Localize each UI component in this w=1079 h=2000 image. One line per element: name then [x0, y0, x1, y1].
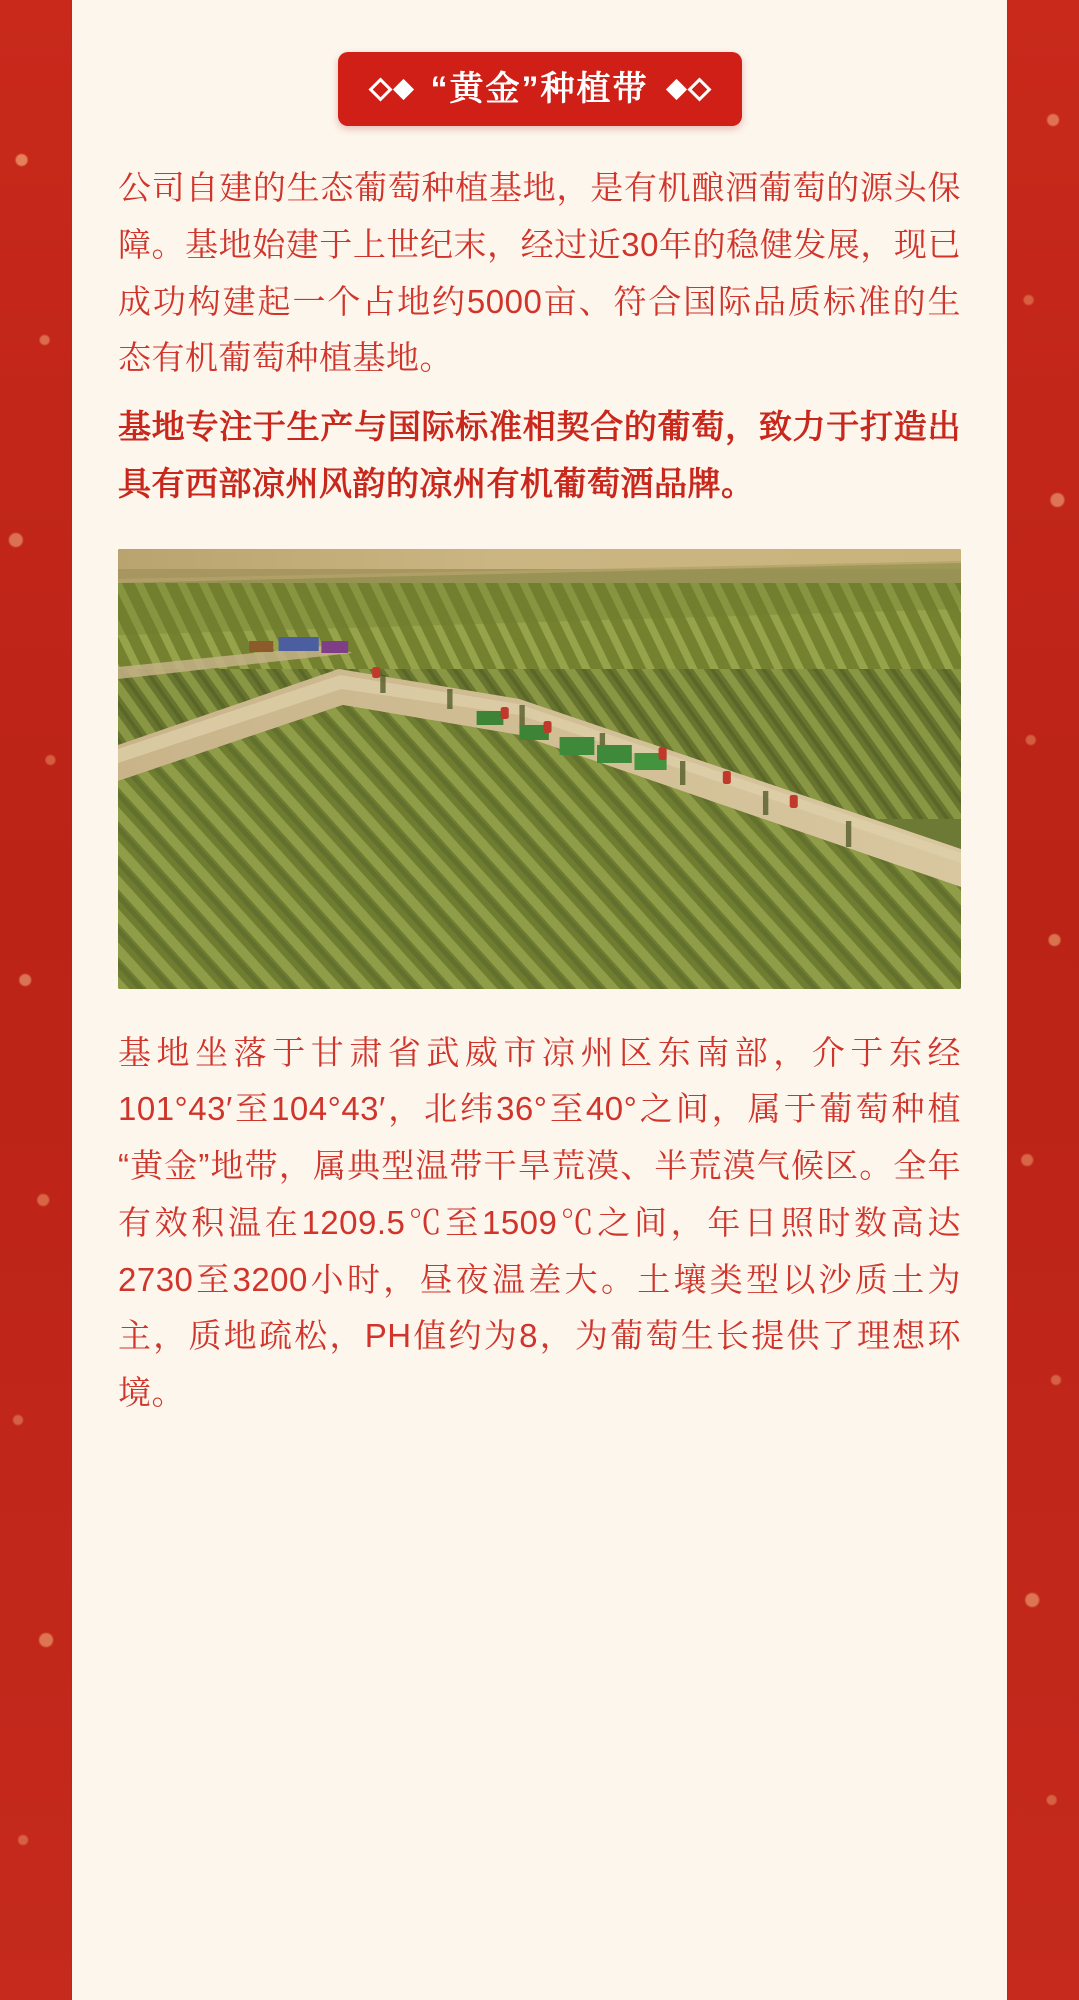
diamond-icon	[372, 81, 411, 98]
ribbon-title-banner	[338, 52, 742, 126]
diamond-icon	[669, 81, 708, 98]
paragraph-location: 基地坐落于甘肃省武威市凉州区东南部，介于东经101°43′至104°43′，北纬36°至40°之间，属于葡萄种植“黄金”地带，属典型温带干旱荒漠、半荒漠气候区。全年有效积温在1209.5℃至1509℃之间，年日照时数高达2730至3200小时，昼夜温差大。土壤类型以沙质土为主，质地疏松，PH值约为8，为葡萄生长提供了理想环境。	[118, 1033, 961, 1411]
paragraph-intro: 公司自建的生态葡萄种植基地，是有机酿酒葡萄的源头保障。基地始建于上世纪末，经过近30年的稳健发展，现已成功构建起一个占地约5000亩、符合国际品质标准的生态有机葡萄种植基地。	[118, 169, 961, 377]
page-title: “黄金”种植带	[430, 70, 649, 108]
paragraph-highlight: 基地专注于生产与国际标准相契合的葡萄，致力于打造出具有西部凉州风韵的凉州有机葡萄酒品牌。	[118, 408, 961, 502]
body-content	[72, 160, 1007, 1422]
vineyard-aerial-photo	[118, 549, 961, 989]
content-card	[72, 0, 1007, 2000]
title-section	[72, 0, 1007, 126]
